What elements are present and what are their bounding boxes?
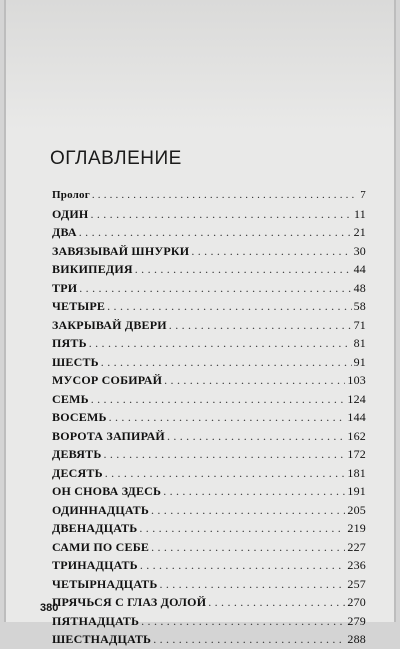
- toc-entry-title: ПЯТЬ: [52, 336, 87, 350]
- toc-entry-title: ПЯТНАДЦАТЬ: [52, 613, 140, 628]
- dot-leader: [90, 205, 352, 224]
- toc-entry-title: ВОСЕМЬ: [52, 410, 107, 424]
- dot-leader: [107, 297, 351, 316]
- toc-entry: [52, 612, 366, 631]
- dot-leader: [79, 223, 352, 242]
- toc-entry: [52, 593, 366, 612]
- dot-leader: [109, 408, 346, 427]
- dot-leader: [163, 482, 345, 501]
- toc-entry-page: 30: [353, 243, 366, 258]
- toc-entry-page: 227: [347, 539, 366, 554]
- toc-entry: [52, 427, 366, 446]
- toc-entry-title: ДЕВЯТЬ: [52, 447, 102, 461]
- toc-entry-page: 172: [347, 447, 366, 461]
- toc-entry-title: ПРЯЧЬСЯ С ГЛАЗ ДОЛОЙ: [52, 595, 207, 609]
- toc-entry-title: ОДИННАДЦАТЬ: [52, 502, 149, 517]
- dot-leader: [153, 630, 345, 649]
- book-page: [4, 0, 396, 646]
- toc-entry-title: ДВА: [52, 225, 77, 239]
- dot-leader: [169, 316, 352, 335]
- toc-entry-page: 191: [347, 484, 366, 498]
- toc-entry: [52, 501, 366, 520]
- toc-entry-page: 7: [360, 189, 366, 201]
- toc-entry-title: САМИ ПО СЕБЕ: [52, 539, 150, 554]
- dot-leader: [91, 390, 346, 409]
- toc-entry: [52, 242, 366, 261]
- toc-entry-page: 288: [347, 632, 366, 646]
- dot-leader: [140, 556, 346, 575]
- toc-entry-page: 205: [347, 502, 366, 517]
- toc-entry: [52, 279, 366, 298]
- toc-entry: [52, 464, 366, 483]
- toc-entry-page: 257: [347, 576, 366, 591]
- toc-entry-page: 124: [347, 391, 366, 406]
- toc-entry: [52, 316, 366, 335]
- toc-entry-page: 48: [353, 280, 366, 295]
- toc-entry-title: ТРИ: [52, 280, 78, 295]
- toc-entry-title: ЗАКРЫВАЙ ДВЕРИ: [52, 317, 167, 332]
- dot-leader: [89, 334, 352, 353]
- dot-leader: [141, 612, 345, 631]
- toc-entry-title: ЧЕТЫРЕ: [52, 299, 106, 313]
- toc-entry-page: 81: [353, 336, 366, 350]
- dot-leader: [164, 371, 345, 390]
- toc-entry-title: Пролог: [52, 189, 90, 201]
- toc-entry-title: ЧЕТЫРНАДЦАТЬ: [52, 576, 158, 591]
- toc-entry-title: ТРИНАДЦАТЬ: [52, 558, 138, 572]
- toc-entry-page: 279: [347, 613, 366, 628]
- toc-entry: [52, 482, 366, 501]
- dot-leader: [101, 353, 352, 372]
- toc-entry-page: 144: [347, 410, 366, 424]
- dot-leader: [159, 575, 345, 594]
- toc-entry-page: 270: [347, 595, 366, 609]
- page-shading: [6, 0, 394, 130]
- dot-leader: [167, 427, 345, 446]
- toc-entry: [52, 205, 366, 224]
- toc-entry-title: ОДИН: [52, 206, 89, 221]
- dot-leader: [208, 593, 345, 612]
- toc-entry-page: 44: [353, 262, 366, 276]
- toc-entry: [52, 260, 366, 279]
- dot-leader: [139, 519, 345, 538]
- toc-entry-title: ВОРОТА ЗАПИРАЙ: [52, 428, 165, 443]
- toc-entry-page: 236: [347, 558, 366, 572]
- toc-entry-page: 91: [353, 354, 366, 369]
- toc-entry: [52, 538, 366, 557]
- dot-leader: [135, 260, 352, 279]
- toc-entry: [52, 334, 366, 353]
- toc-entry-page: 181: [347, 465, 366, 480]
- toc-entry-title: ШЕСТНАДЦАТЬ: [52, 632, 152, 646]
- toc-entry-page: 103: [347, 373, 366, 387]
- dot-leader: [151, 501, 345, 520]
- dot-leader: [92, 186, 358, 205]
- toc-entry-title: ВИКИПЕДИЯ: [52, 262, 133, 276]
- toc-entry-page: 21: [353, 225, 366, 239]
- dot-leader: [151, 538, 345, 557]
- toc-entry: [52, 575, 366, 594]
- toc-entry-page: 71: [353, 317, 366, 332]
- toc-entry: [52, 556, 366, 575]
- toc-entry-title: ДВЕНАДЦАТЬ: [52, 521, 138, 535]
- dot-leader: [191, 242, 351, 261]
- toc-entry: [52, 223, 366, 242]
- toc-entry-title: ОН СНОВА ЗДЕСЬ: [52, 484, 162, 498]
- toc-entry-title: ЗАВЯЗЫВАЙ ШНУРКИ: [52, 243, 190, 258]
- toc-entry: [52, 371, 366, 390]
- page-title: ОГЛАВЛЕНИЕ: [50, 148, 182, 169]
- toc-entry: [52, 297, 366, 316]
- toc-entry: [52, 445, 366, 464]
- dot-leader: [79, 279, 351, 298]
- toc-entry-title: ДЕСЯТЬ: [52, 465, 103, 480]
- toc-entry: [52, 630, 366, 649]
- table-of-contents: [52, 186, 366, 649]
- toc-entry: [52, 353, 366, 372]
- toc-entry: [52, 390, 366, 409]
- dot-leader: [103, 445, 345, 464]
- toc-entry-page: 58: [353, 299, 366, 313]
- toc-entry-title: ШЕСТЬ: [52, 354, 99, 369]
- toc-entry: [52, 519, 366, 538]
- toc-entry-title: МУСОР СОБИРАЙ: [52, 373, 163, 387]
- dot-leader: [105, 464, 346, 483]
- toc-entry: [52, 408, 366, 427]
- page-number: 380: [40, 602, 59, 614]
- toc-entry-page: 162: [347, 428, 366, 443]
- toc-entry-page: 11: [354, 206, 366, 221]
- toc-entry-title: СЕМЬ: [52, 391, 89, 406]
- toc-entry: [52, 186, 366, 205]
- toc-entry-page: 219: [347, 521, 366, 535]
